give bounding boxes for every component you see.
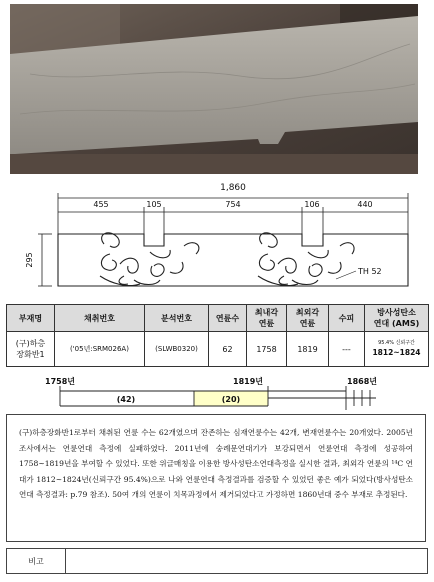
- measured-drawing: [0, 176, 434, 304]
- remarks-row: [7, 549, 428, 574]
- header-sample-no: 채취번호: [55, 305, 145, 332]
- table-header-row: [7, 305, 429, 332]
- cell-outermost: 1819: [287, 332, 329, 367]
- cell-ams-date: [365, 332, 429, 367]
- plank-outline: [58, 234, 408, 286]
- header-outermost-ring: 최외각 연륜: [287, 305, 329, 332]
- cell-sample-no: ('05년:SRM026A): [55, 332, 145, 367]
- table-row: [7, 332, 429, 367]
- header-ams-date: 방사성탄소 연대 (AMS): [365, 305, 429, 332]
- description-text: (구)하층장화반1로부터 채취된 연륜 수는 62개였으며 잔존하는 심재연륜수는 42개, 변재연륜수는 20개였다. 2005년 조사에서는 연륜연대 측정에 실패하였다. 2011년에 숭례문연대기가 보강되면서 연륜연대 측정에 성공하여 1758~1819년을 부여할 수 있었다. 또한 위글매칭을 이용한 방사성탄소연대측정을 실시한 결과, 최외각 연륜의 ¹⁴C 연대가 1812~1824년(신뢰구간 95.4%)으로 나와 연륜연대 측정결과를 검증할 수 있었던 좋은 예가 되었다(방사성탄소연대 측정결과: p.79 참조). 50여 개의 연륜이 치목과정에서 제거되었다고 가정하면 1860년대 중수 부재로 추정된다.: [19, 428, 413, 499]
- member-name-line2: 장화반1: [16, 350, 45, 359]
- ams-confidence-note: 95.4% 신뢰구간: [378, 340, 415, 346]
- plank-photo: [10, 4, 418, 174]
- height-label: 295: [25, 252, 34, 268]
- total-length-label: 1,860: [220, 183, 246, 193]
- ring-timeline: [0, 374, 434, 414]
- thickness-label: TH 52: [358, 267, 382, 276]
- segment-3-label: 754: [225, 200, 241, 209]
- description-box: [6, 414, 426, 542]
- heartwood-count-label: (42): [116, 395, 136, 404]
- remarks-value: [66, 549, 428, 574]
- segment-5-label: 440: [357, 200, 373, 209]
- cell-analysis-no: (SLWB0320): [145, 332, 209, 367]
- header-bark: 수피: [329, 305, 365, 332]
- segment-1-label: 455: [93, 200, 109, 209]
- cell-innermost: 1758: [247, 332, 287, 367]
- cell-ring-count: 62: [209, 332, 247, 367]
- year-end-label: 1868년: [347, 377, 377, 386]
- year-start-label: 1758년: [45, 377, 75, 386]
- plank-photo-svg: [10, 4, 418, 174]
- remarks-label: 비고: [7, 549, 66, 574]
- year-mid-label: 1819년: [233, 377, 263, 386]
- header-analysis-no: 분석번호: [145, 305, 209, 332]
- sample-info-table: [6, 304, 429, 367]
- segment-4-label: 106: [304, 200, 320, 209]
- ams-range: 1812~1824: [372, 348, 421, 357]
- sapwood-count-label: (20): [221, 395, 241, 404]
- cell-bark: ---: [329, 332, 365, 367]
- ornament-left: [100, 233, 199, 286]
- header-ring-count: 연륜수: [209, 305, 247, 332]
- remarks-table: [6, 548, 428, 574]
- header-member-name: 부재명: [7, 305, 55, 332]
- cell-member-name: [7, 332, 55, 367]
- segment-2-label: 105: [146, 200, 162, 209]
- header-innermost-ring: 최내각 연륜: [247, 305, 287, 332]
- member-name-line1: (구)하층: [15, 339, 46, 348]
